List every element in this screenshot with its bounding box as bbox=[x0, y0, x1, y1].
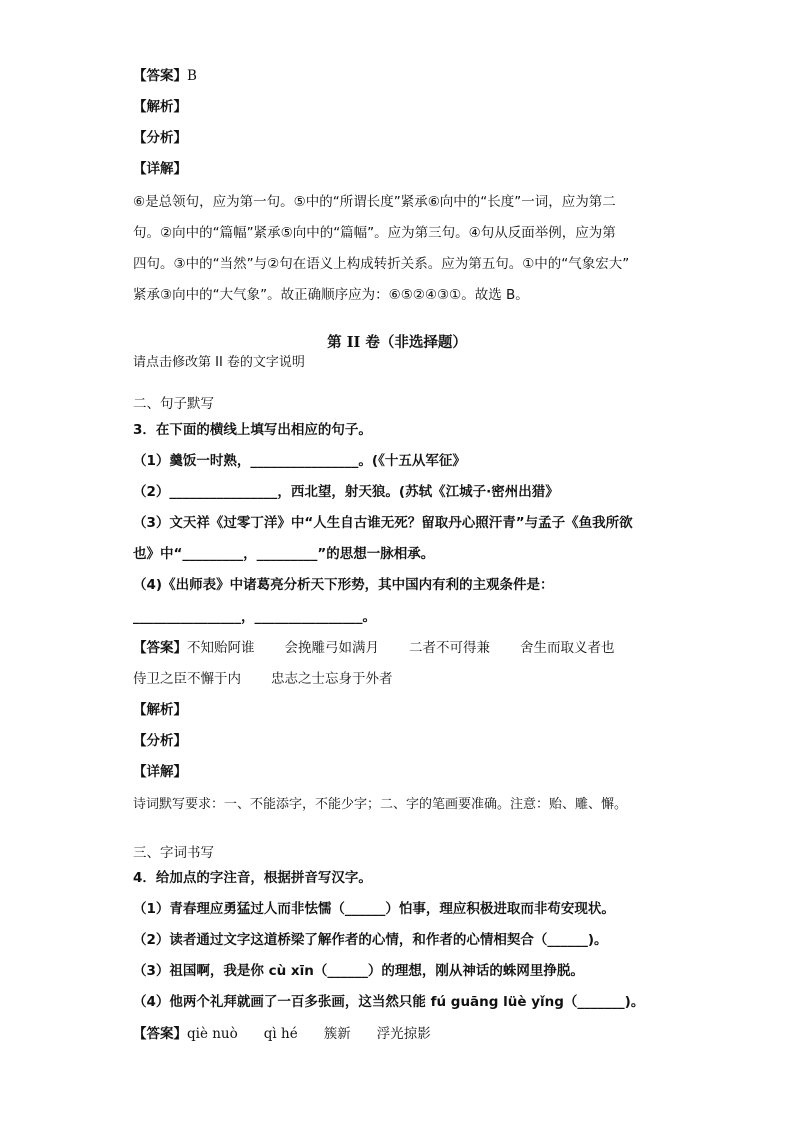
question-line: （3）祖国啊，我是你 cù xīn（______）的理想，刚从神话的蛛网里挣脱。 bbox=[133, 963, 584, 979]
answer-line bbox=[133, 638, 615, 658]
question-line: （2）读者通过文字这道桥梁了解作者的心情，和作者的心情相契合（______)。 bbox=[133, 932, 608, 948]
answer-item: 会挽雕弓如满月 bbox=[284, 640, 379, 656]
answer-item: qiè nuò bbox=[187, 1026, 238, 1042]
answer-value: B bbox=[187, 68, 197, 84]
question-line: （1）青春理应勇猛过人而非怯懦（______）怕事，理应积极进取而非苟安现状。 bbox=[133, 901, 615, 917]
detail-tag: 【详解】 bbox=[133, 764, 187, 780]
part-title: 第 II 卷（非选择题） bbox=[327, 334, 467, 351]
answer-line bbox=[133, 1024, 431, 1044]
question-line: 也》中“_________，_________”的思想一脉相承。 bbox=[133, 546, 435, 562]
question-line: ________________，________________。 bbox=[133, 609, 376, 625]
question-stem: 4．给加点的字注音，根据拼音写汉字。 bbox=[133, 870, 372, 886]
detail-line: 紧承③向中的“大气象”。故正确顺序应为：⑥⑤②④③①。故选 B。 bbox=[133, 287, 529, 303]
detail-line: 四句。③中的“当然”与②句在语义上构成转折关系。应为第五句。①中的“气象宏大” bbox=[133, 256, 630, 272]
detail-text: 诗词默写要求：一、不能添字，不能少字；二、字的笔画要准确。注意：贻、雕、懈。 bbox=[133, 797, 628, 812]
detail-line: ⑥是总领句，应为第一句。⑤中的“所谓长度”紧承⑥向中的“长度”一词，应为第二 bbox=[133, 194, 616, 210]
question-stem: 3．在下面的横线上填写出相应的句子。 bbox=[133, 422, 372, 438]
answer-item: 簇新 bbox=[323, 1026, 351, 1042]
fenxi-tag: 【分析】 bbox=[133, 130, 187, 146]
question-line: （2）________________，西北望，射天狼。(苏轼《江城子·密州出猎》 bbox=[133, 484, 559, 500]
question-line: （1）羹饭一时熟，________________。(《十五从军征》 bbox=[133, 453, 466, 469]
answer-item: 舍生而取义者也 bbox=[520, 640, 615, 656]
question-line: （4）他两个礼拜就画了一百多张画，这当然只能 fú guāng lüè yǐng（_______)。 bbox=[133, 994, 645, 1010]
answer-item: 侍卫之臣不懈于内 bbox=[133, 671, 241, 687]
detail-tag: 【详解】 bbox=[133, 161, 187, 177]
answer-tag: 【答案】 bbox=[133, 640, 187, 656]
answer-item: 忠志之士忘身于外者 bbox=[271, 671, 393, 687]
part-note[interactable]: 请点击修改第 II 卷的文字说明 bbox=[133, 355, 305, 370]
answer-item: 浮光掠影 bbox=[376, 1026, 431, 1042]
section-heading: 二、句子默写 bbox=[133, 396, 214, 412]
answer-tag: 【答案】 bbox=[133, 68, 187, 84]
answer-line bbox=[133, 669, 393, 689]
section-heading: 三、字词书写 bbox=[133, 845, 214, 861]
detail-line: 句。②向中的“篇幅”紧承⑤向中的“篇幅”。应为第三句。④句从反面举例，应为第 bbox=[133, 225, 616, 241]
answer-item: qì hé bbox=[263, 1026, 298, 1042]
fenxi-tag: 【分析】 bbox=[133, 733, 187, 749]
answer-tag: 【答案】 bbox=[133, 1026, 187, 1042]
answer-item: 二者不可得兼 bbox=[409, 640, 490, 656]
question-line: （3）文天祥《过零丁洋》中“人生自古谁无死？留取丹心照汗青”与孟子《鱼我所欲 bbox=[133, 515, 633, 531]
q2-answer-line bbox=[133, 66, 197, 86]
question-line: （4)《出师表》中诸葛亮分析天下形势，其中国内有利的主观条件是： bbox=[133, 577, 554, 593]
answer-item: 不知贻阿谁 bbox=[187, 640, 255, 656]
analysis-tag: 【解析】 bbox=[133, 702, 187, 718]
analysis-tag: 【解析】 bbox=[133, 99, 187, 115]
